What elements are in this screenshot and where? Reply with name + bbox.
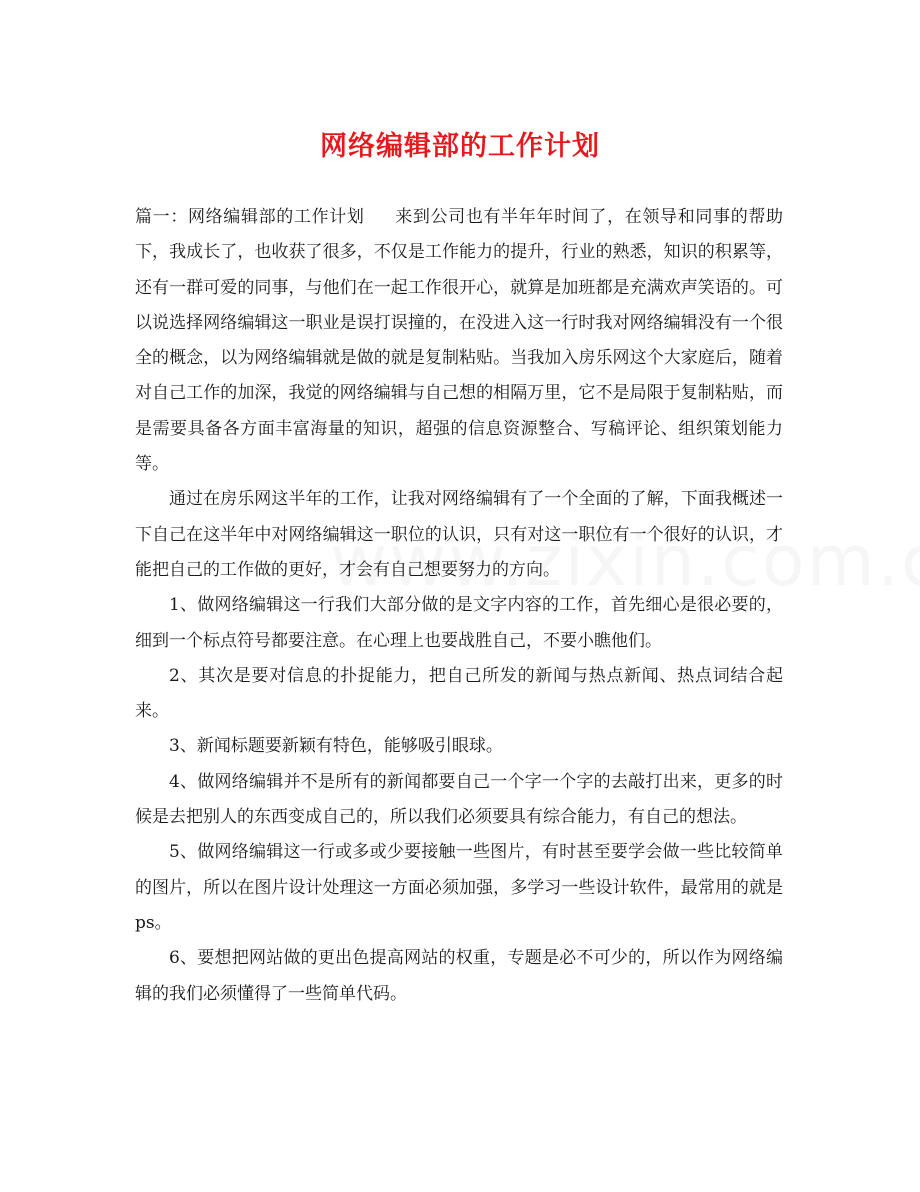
paragraph-point-2: 2、其次是要对信息的扑捉能力，把自己所发的新闻与热点新闻、热点词结合起来。 bbox=[135, 665, 783, 722]
paragraph-point-1: 1、做网络编辑这一行我们大部分做的是文字内容的工作，首先细心是很必要的，细到一个标点符号都要注意。在心理上也要战胜自己，不要小瞧他们。 bbox=[135, 595, 783, 651]
paragraph-point-6: 6、要想把网站做的更出色提高网站的权重，专题是必不可少的，所以作为网络编辑的我们必须懂得了一些简单代码。 bbox=[135, 948, 783, 1004]
document-body bbox=[135, 200, 783, 1012]
document-title: 网络编辑部的工作计划 bbox=[320, 131, 600, 162]
paragraph-point-3: 3、新闻标题要新颖有特色，能够吸引眼球。 bbox=[169, 736, 503, 757]
intro-label: 篇一：网络编辑部的工作计划 bbox=[135, 207, 365, 227]
paragraph-point-5: 5、做网络编辑这一行或多或少要接触一些图片，有时甚至要学会做一些比较简单的图片，所以在图片设计处理这一方面必须加强，多学习一些设计软件，最常用的就是ps。 bbox=[135, 842, 783, 933]
intro-text: 来到公司也有半年年时间了，在领导和同事的帮助下，我成长了，也收获了很多，不仅是工作能力的提升，行业的熟悉，知识的积累等，还有一群可爱的同事，与他们在一起工作很开心，就算是加班都是充满欢声笑语的。可以说选择网络编辑这一职业是误打误撞的，在没进入这一行时我对网络编辑没有一个很全的概念，以为网络编辑就是做的就是复制粘贴。当我加入房乐网这个大家庭后，随着对自己工作的加深，我觉的网络编辑与自己想的相隔万里，它不是局限于复制粘贴，而是需要具备各方面丰富海量的知识，超强的信息资源整合、写稿评论、组织策划能力等。 bbox=[135, 207, 784, 475]
intro-paragraph bbox=[135, 200, 783, 482]
paragraph-point-4: 4、做网络编辑并不是所有的新闻都要自己一个字一个字的去敲打出来，更多的时候是去把别人的东西变成自己的，所以我们必须要具有综合能力，有自己的想法。 bbox=[135, 771, 783, 828]
paragraph-overview: 通过在房乐网这半年的工作，让我对网络编辑有了一个全面的了解，下面我概述一下自己在这半年中对网络编辑这一职位的认识，只有对这一职位有一个很好的认识，才能把自己的工作做的更好，才会有自己想要努力的方向。 bbox=[135, 489, 783, 580]
